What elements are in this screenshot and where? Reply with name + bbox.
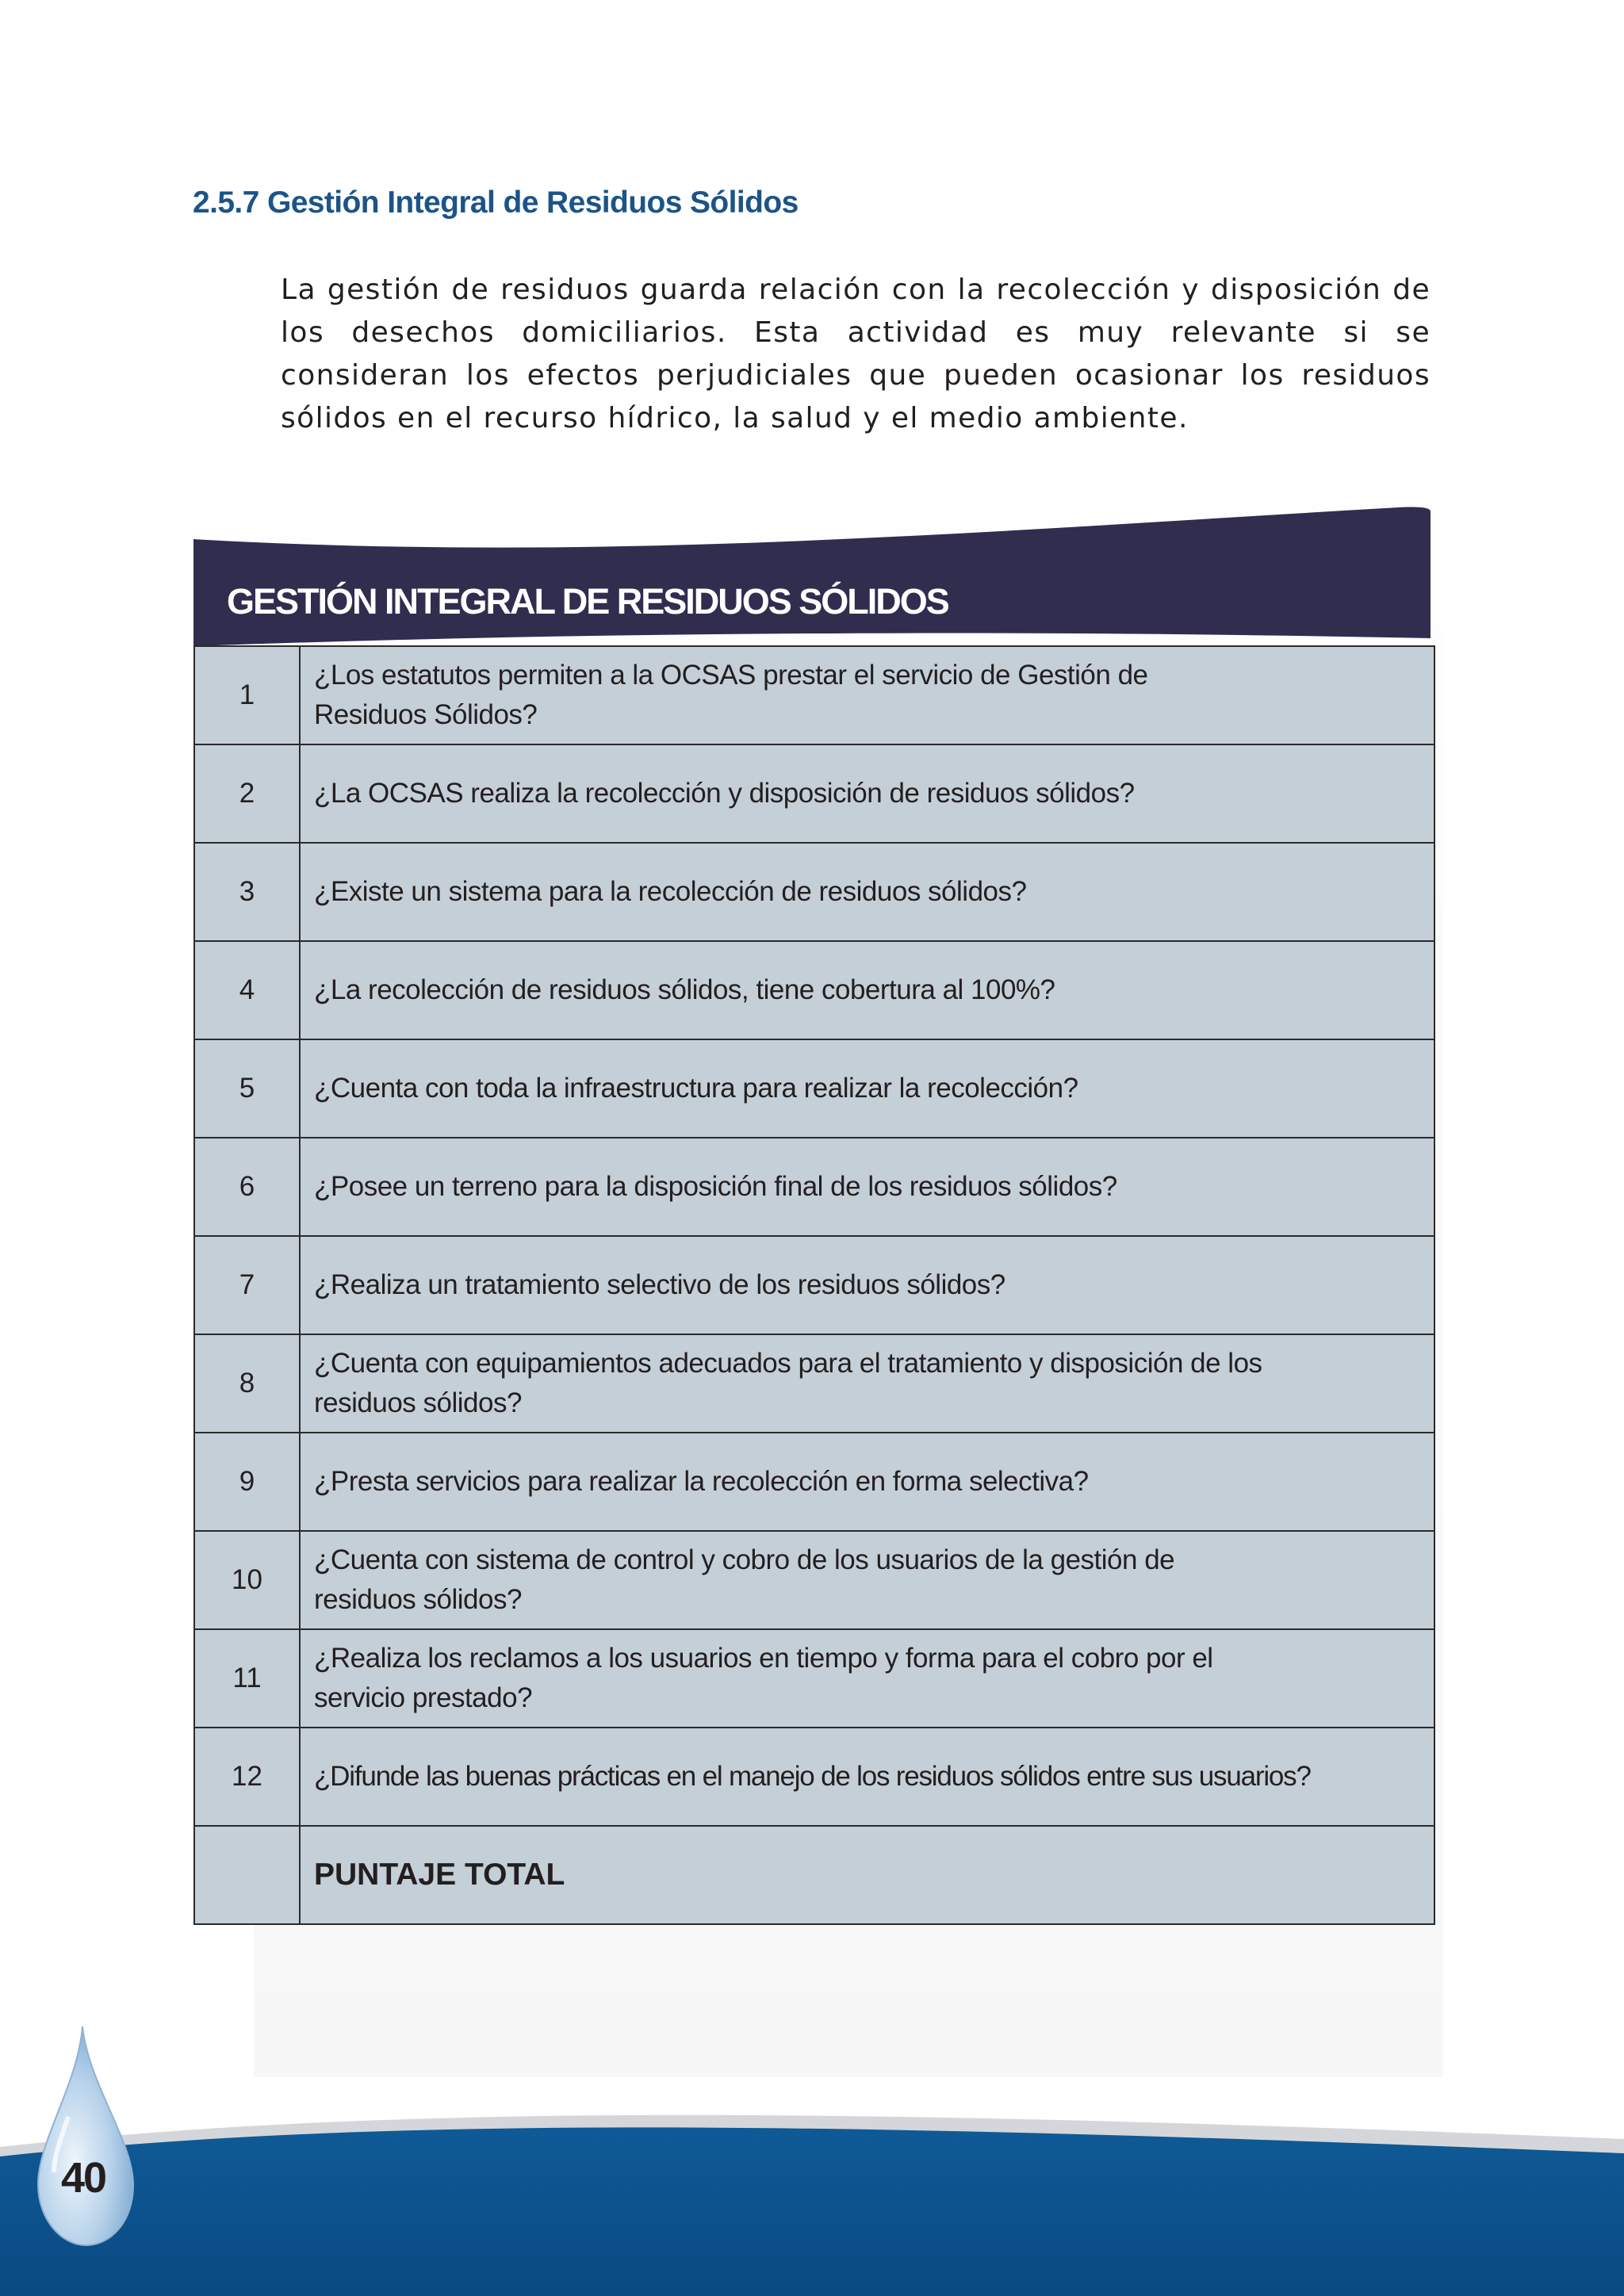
water-drop-icon: [22, 2022, 157, 2260]
row-number: 6: [194, 1138, 300, 1236]
section-heading: 2.5.7 Gestión Integral de Residuos Sólidos: [193, 186, 799, 220]
row-number: 5: [194, 1039, 300, 1138]
table-title: GESTIÓN INTEGRAL DE RESIDUOS SÓLIDOS: [227, 581, 948, 622]
table-row: [194, 646, 1434, 744]
questions-table: [193, 645, 1435, 1925]
row-number: 8: [194, 1334, 300, 1433]
row-question: ¿La recolección de residuos sólidos, tiene cobertura al 100%?: [300, 941, 1434, 1039]
table-row: [194, 1039, 1434, 1138]
table-row: [194, 1531, 1434, 1629]
row-number: 11: [194, 1629, 300, 1728]
row-number: 12: [194, 1728, 300, 1826]
row-question: ¿Existe un sistema para la recolección de residuos sólidos?: [300, 843, 1434, 941]
row-number: 7: [194, 1236, 300, 1334]
total-row: [194, 1826, 1434, 1924]
row-question: ¿Realiza un tratamiento selectivo de los residuos sólidos?: [300, 1236, 1434, 1334]
row-question: ¿Posee un terreno para la disposición final de los residuos sólidos?: [300, 1138, 1434, 1236]
row-question: ¿La OCSAS realiza la recolección y disposición de residuos sólidos?: [300, 744, 1434, 843]
table-title-banner: [193, 503, 1431, 662]
total-label: PUNTAJE TOTAL: [300, 1826, 1434, 1924]
total-number-cell: [194, 1826, 300, 1924]
row-number: 4: [194, 941, 300, 1039]
table-row: [194, 843, 1434, 941]
footer-wave: [0, 2101, 1624, 2296]
row-question: ¿Presta servicios para realizar la recolección en forma selectiva?: [300, 1433, 1434, 1531]
table-row: [194, 1728, 1434, 1826]
row-question: [300, 1629, 1434, 1728]
table-row: [194, 1138, 1434, 1236]
row-question: [300, 646, 1434, 744]
row-number: 10: [194, 1531, 300, 1629]
table-row: [194, 1236, 1434, 1334]
row-question: [300, 1531, 1434, 1629]
table-row: [194, 1433, 1434, 1531]
question-text: ¿Cuenta con sistema de control y cobro de los usuarios de la gestión de residuos sólidos?: [314, 1544, 1175, 1615]
row-number: 9: [194, 1433, 300, 1531]
row-question: ¿Cuenta con toda la infraestructura para realizar la recolección?: [300, 1039, 1434, 1138]
row-number: 1: [194, 646, 300, 744]
row-question: [300, 1334, 1434, 1433]
table-row: [194, 1334, 1434, 1433]
table-row: [194, 744, 1434, 843]
table-row: [194, 1629, 1434, 1728]
question-text: ¿Realiza los reclamos a los usuarios en tiempo y forma para el cobro por el servicio prestado?: [314, 1643, 1213, 1713]
row-number: 3: [194, 843, 300, 941]
question-text: ¿Cuenta con equipamientos adecuados para el tratamiento y disposición de los residuos sólidos?: [314, 1348, 1262, 1418]
table-row: [194, 941, 1434, 1039]
row-question: ¿Difunde las buenas prácticas en el manejo de los residuos sólidos entre sus usuarios?: [300, 1728, 1434, 1826]
question-text: ¿Los estatutos permiten a la OCSAS prestar el servicio de Gestión de Residuos Sólidos?: [314, 660, 1148, 730]
page-number: 40: [60, 2154, 106, 2202]
intro-paragraph: La gestión de residuos guarda relación con la recolección y disposición de los desechos domiciliarios. Esta actividad es muy relevante si se consideran los efectos perjudiciales que pueden ocasionar los residuos sólidos en el recurso hídrico, la salud y el medio ambiente.: [281, 274, 1431, 434]
row-number: 2: [194, 744, 300, 843]
